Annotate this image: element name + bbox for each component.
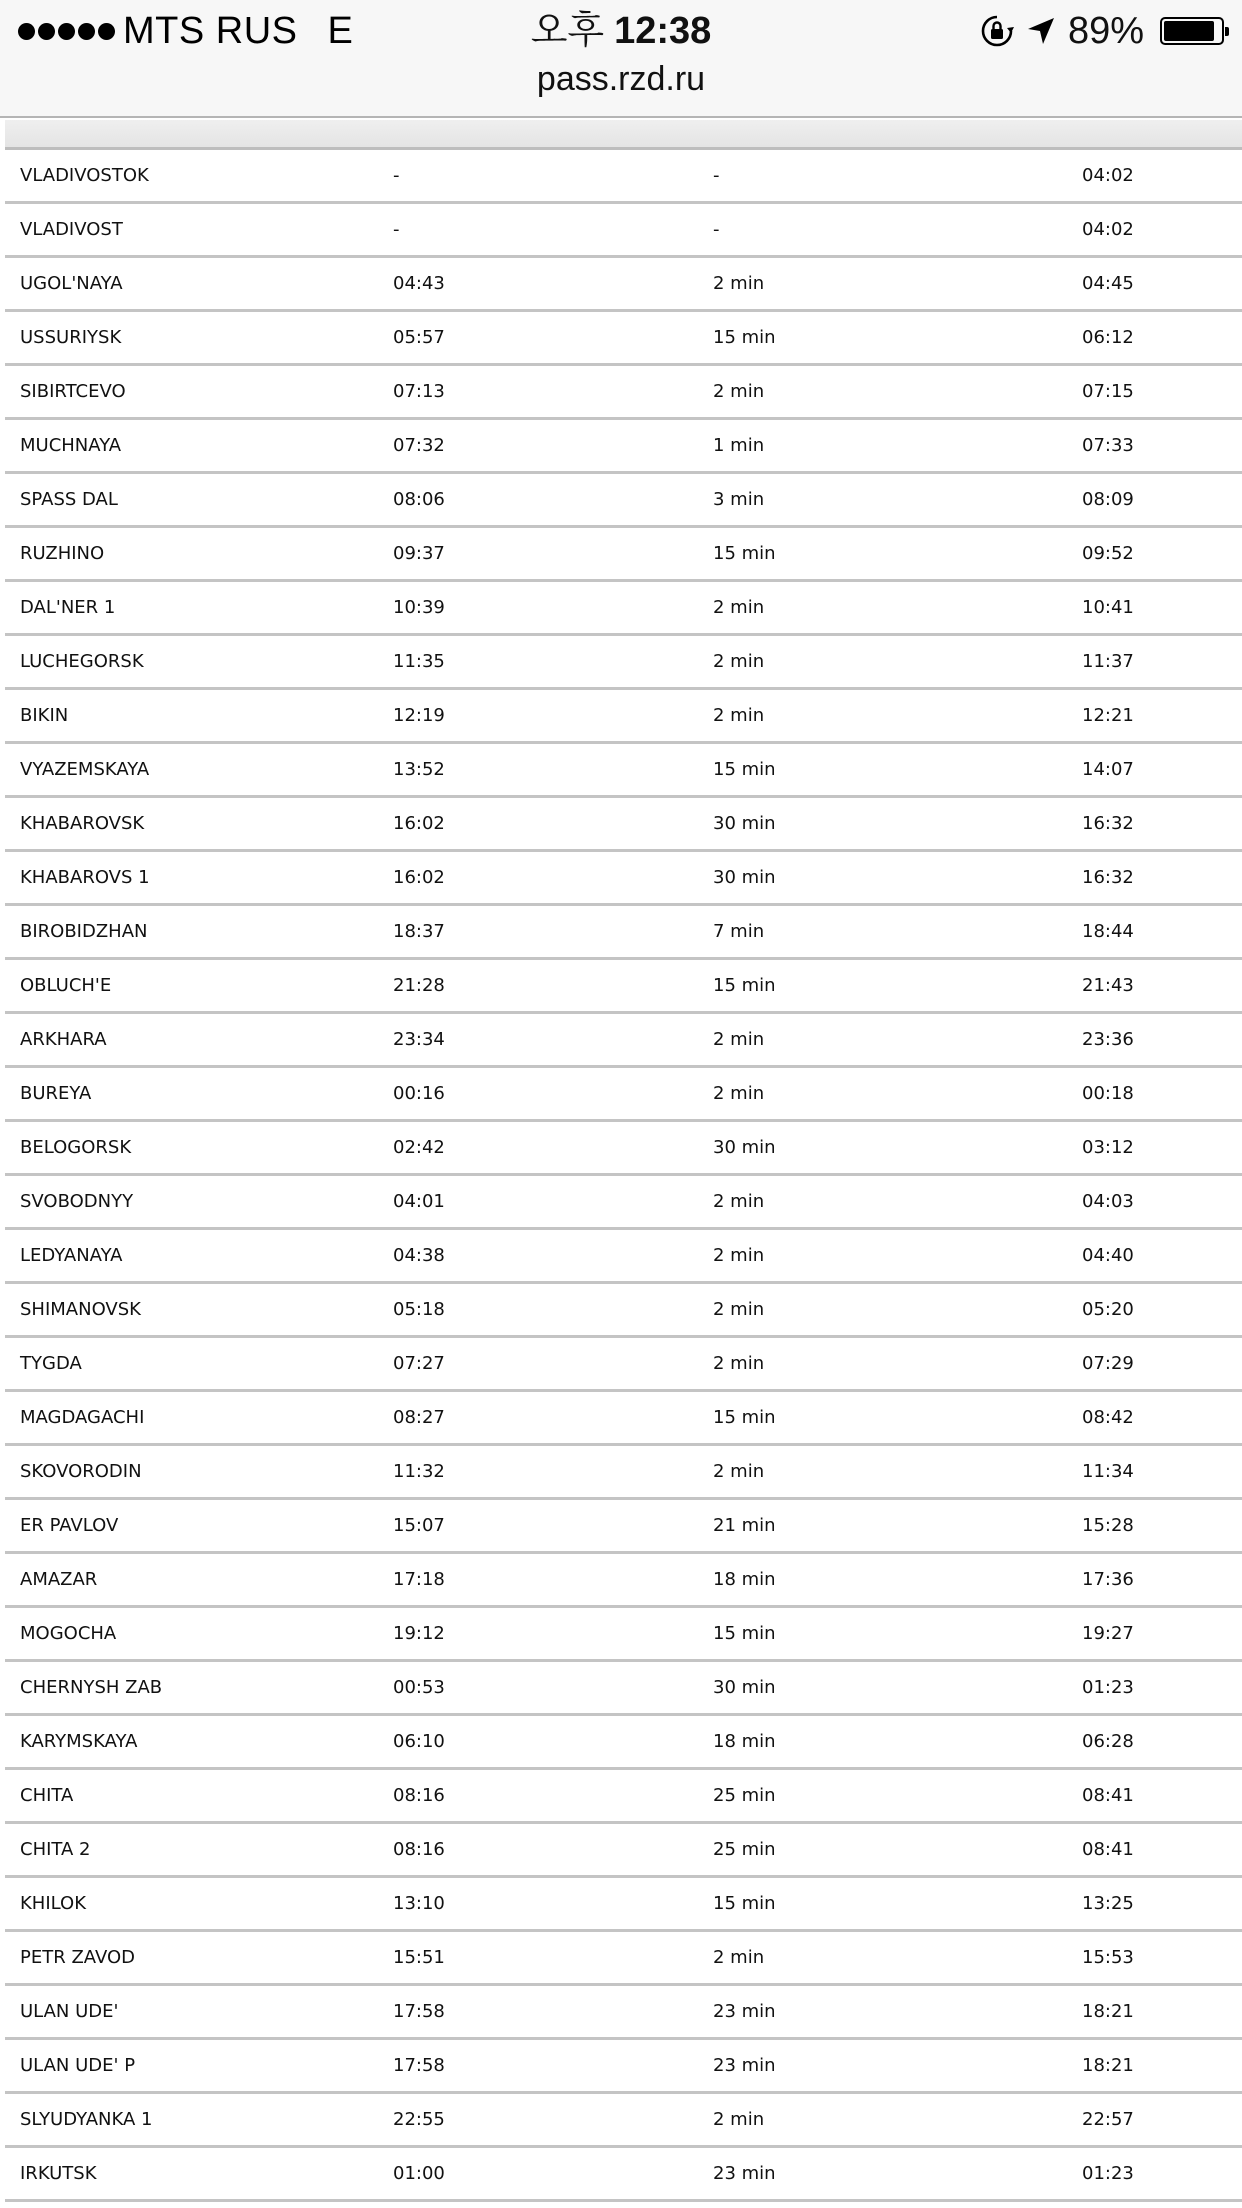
ios-status-bar bbox=[0, 0, 1242, 118]
stop-duration: 2 min bbox=[713, 705, 765, 726]
table-row bbox=[5, 2040, 1242, 2094]
station-name: KHABAROVS 1 bbox=[20, 867, 150, 888]
table-row bbox=[5, 1122, 1242, 1176]
stop-duration: 2 min bbox=[713, 1947, 765, 1968]
station-name: MAGDAGACHI bbox=[20, 1407, 145, 1428]
table-row bbox=[5, 2094, 1242, 2148]
station-name: PETR ZAVOD bbox=[20, 1947, 135, 1968]
departure-time: 22:57 bbox=[1082, 2109, 1134, 2130]
station-name: CHERNYSH ZAB bbox=[20, 1677, 163, 1698]
departure-time: 08:41 bbox=[1082, 1785, 1134, 1806]
stop-duration: 2 min bbox=[713, 1299, 765, 1320]
table-row bbox=[5, 1068, 1242, 1122]
departure-time: 11:34 bbox=[1082, 1461, 1134, 1482]
departure-time: 15:53 bbox=[1082, 1947, 1134, 1968]
station-name: BIKIN bbox=[20, 705, 69, 726]
station-name: VYAZEMSKAYA bbox=[20, 759, 150, 780]
departure-time: 07:33 bbox=[1082, 435, 1134, 456]
station-name: KHABAROVSK bbox=[20, 813, 145, 834]
stop-duration: 23 min bbox=[713, 2055, 776, 2076]
arrival-time: 10:39 bbox=[393, 597, 445, 618]
stop-duration: 2 min bbox=[713, 1461, 765, 1482]
station-name: SIBIRTCEVO bbox=[20, 381, 126, 402]
station-name: UGOL'NAYA bbox=[20, 273, 123, 294]
station-name: ER PAVLOV bbox=[20, 1515, 119, 1536]
table-row bbox=[5, 528, 1242, 582]
stop-duration: 15 min bbox=[713, 543, 776, 564]
arrival-time: 16:02 bbox=[393, 813, 445, 834]
departure-time: 07:15 bbox=[1082, 381, 1134, 402]
table-row bbox=[5, 1176, 1242, 1230]
table-row bbox=[5, 1446, 1242, 1500]
table-row bbox=[5, 258, 1242, 312]
departure-time: 04:45 bbox=[1082, 273, 1134, 294]
arrival-time: 22:55 bbox=[393, 2109, 445, 2130]
stop-duration: 3 min bbox=[713, 489, 765, 510]
arrival-time: 08:27 bbox=[393, 1407, 445, 1428]
arrival-time: 07:13 bbox=[393, 381, 445, 402]
table-row bbox=[5, 1878, 1242, 1932]
table-row bbox=[5, 1608, 1242, 1662]
table-row bbox=[5, 474, 1242, 528]
departure-time: 04:40 bbox=[1082, 1245, 1134, 1266]
stop-duration: 2 min bbox=[713, 273, 765, 294]
stop-duration: 2 min bbox=[713, 1245, 765, 1266]
table-row bbox=[5, 636, 1242, 690]
location-arrow-icon bbox=[1026, 16, 1056, 46]
arrival-time: 11:35 bbox=[393, 651, 445, 672]
stop-duration: 18 min bbox=[713, 1731, 776, 1752]
arrival-time: 08:16 bbox=[393, 1785, 445, 1806]
network-type: E bbox=[327, 9, 353, 52]
departure-time: 09:52 bbox=[1082, 543, 1134, 564]
arrival-time: 23:34 bbox=[393, 1029, 445, 1050]
table-row bbox=[5, 582, 1242, 636]
arrival-time: 09:37 bbox=[393, 543, 445, 564]
arrival-time: 17:58 bbox=[393, 2055, 445, 2076]
battery-percent: 89% bbox=[1067, 9, 1144, 52]
stop-duration: 23 min bbox=[713, 2001, 776, 2022]
table-row bbox=[5, 312, 1242, 366]
departure-time: 08:41 bbox=[1082, 1839, 1134, 1860]
arrival-time: 19:12 bbox=[393, 1623, 445, 1644]
station-name: VLADIVOST bbox=[20, 219, 123, 240]
departure-time: 08:09 bbox=[1082, 489, 1134, 510]
stop-duration: 30 min bbox=[713, 813, 776, 834]
departure-time: 06:28 bbox=[1082, 1731, 1134, 1752]
departure-time: 18:21 bbox=[1082, 2001, 1134, 2022]
arrival-time: 08:16 bbox=[393, 1839, 445, 1860]
table-row bbox=[5, 1392, 1242, 1446]
station-name: OBLUCH'E bbox=[20, 975, 112, 996]
stop-duration: 15 min bbox=[713, 975, 776, 996]
station-name: KARYMSKAYA bbox=[20, 1731, 138, 1752]
stop-duration: 2 min bbox=[713, 381, 765, 402]
stop-duration: 15 min bbox=[713, 759, 776, 780]
table-row bbox=[5, 906, 1242, 960]
arrival-time: - bbox=[393, 165, 400, 186]
table-row bbox=[5, 690, 1242, 744]
station-name: CHITA bbox=[20, 1785, 74, 1806]
station-name: DAL'NER 1 bbox=[20, 597, 116, 618]
stop-duration: 15 min bbox=[713, 1893, 776, 1914]
arrival-time: 13:52 bbox=[393, 759, 445, 780]
stop-duration: 2 min bbox=[713, 1083, 765, 1104]
station-name: BUREYA bbox=[20, 1083, 92, 1104]
table-row bbox=[5, 1014, 1242, 1068]
train-schedule-table bbox=[5, 150, 1242, 2202]
table-row bbox=[5, 1284, 1242, 1338]
arrival-time: 17:18 bbox=[393, 1569, 445, 1590]
departure-time: 05:20 bbox=[1082, 1299, 1134, 1320]
departure-time: 10:41 bbox=[1082, 597, 1134, 618]
table-row bbox=[5, 204, 1242, 258]
station-name: ULAN UDE' P bbox=[20, 2055, 136, 2076]
stop-duration: 2 min bbox=[713, 1353, 765, 1374]
carrier-name: MTS RUS bbox=[123, 9, 298, 52]
arrival-time: 05:18 bbox=[393, 1299, 445, 1320]
departure-time: 01:23 bbox=[1082, 1677, 1134, 1698]
departure-time: 21:43 bbox=[1082, 975, 1134, 996]
table-row bbox=[5, 1932, 1242, 1986]
stop-duration: 1 min bbox=[713, 435, 765, 456]
station-name: SKOVORODIN bbox=[20, 1461, 142, 1482]
arrival-time: 08:06 bbox=[393, 489, 445, 510]
table-row bbox=[5, 1230, 1242, 1284]
station-name: ULAN UDE' bbox=[20, 2001, 119, 2022]
stop-duration: 15 min bbox=[713, 1623, 776, 1644]
table-row bbox=[5, 1716, 1242, 1770]
clock-period: 오후 bbox=[530, 10, 605, 52]
departure-time: 04:03 bbox=[1082, 1191, 1134, 1212]
departure-time: 15:28 bbox=[1082, 1515, 1134, 1536]
table-row bbox=[5, 1986, 1242, 2040]
table-row bbox=[5, 960, 1242, 1014]
departure-time: 06:12 bbox=[1082, 327, 1134, 348]
address-url[interactable]: pass.rzd.ru bbox=[536, 60, 706, 98]
station-name: LEDYANAYA bbox=[20, 1245, 123, 1266]
arrival-time: 11:32 bbox=[393, 1461, 445, 1482]
table-row bbox=[5, 1338, 1242, 1392]
arrival-time: 02:42 bbox=[393, 1137, 445, 1158]
stop-duration: 25 min bbox=[713, 1839, 776, 1860]
table-row bbox=[5, 420, 1242, 474]
station-name: CHITA 2 bbox=[20, 1839, 91, 1860]
station-name: RUZHINO bbox=[20, 543, 105, 564]
stop-duration: 15 min bbox=[713, 327, 776, 348]
table-row bbox=[5, 1824, 1242, 1878]
station-name: AMAZAR bbox=[20, 1569, 98, 1590]
stop-duration: 18 min bbox=[713, 1569, 776, 1590]
table-row bbox=[5, 1770, 1242, 1824]
orientation-lock-icon bbox=[980, 14, 1014, 48]
departure-time: 11:37 bbox=[1082, 651, 1134, 672]
stop-duration: 21 min bbox=[713, 1515, 776, 1536]
battery-icon bbox=[1160, 17, 1224, 45]
table-row bbox=[5, 150, 1242, 204]
departure-time: 04:02 bbox=[1082, 165, 1134, 186]
stop-duration: 2 min bbox=[713, 1191, 765, 1212]
arrival-time: 07:27 bbox=[393, 1353, 445, 1374]
station-name: MUCHNAYA bbox=[20, 435, 122, 456]
arrival-time: 00:16 bbox=[393, 1083, 445, 1104]
departure-time: 12:21 bbox=[1082, 705, 1134, 726]
arrival-time: 15:51 bbox=[393, 1947, 445, 1968]
station-name: KHILOK bbox=[20, 1893, 87, 1914]
departure-time: 16:32 bbox=[1082, 867, 1134, 888]
departure-time: 23:36 bbox=[1082, 1029, 1134, 1050]
stop-duration: 2 min bbox=[713, 2109, 765, 2130]
departure-time: 19:27 bbox=[1082, 1623, 1134, 1644]
departure-time: 18:21 bbox=[1082, 2055, 1134, 2076]
arrival-time: 18:37 bbox=[393, 921, 445, 942]
table-row bbox=[5, 1500, 1242, 1554]
table-row bbox=[5, 366, 1242, 420]
stop-duration: 2 min bbox=[713, 597, 765, 618]
station-name: BIROBIDZHAN bbox=[20, 921, 148, 942]
arrival-time: 01:00 bbox=[393, 2163, 445, 2184]
station-name: VLADIVOSTOK bbox=[20, 165, 149, 186]
departure-time: 01:23 bbox=[1082, 2163, 1134, 2184]
station-name: SLYUDYANKA 1 bbox=[20, 2109, 153, 2130]
departure-time: 17:36 bbox=[1082, 1569, 1134, 1590]
departure-time: 16:32 bbox=[1082, 813, 1134, 834]
arrival-time: 17:58 bbox=[393, 2001, 445, 2022]
arrival-time: 21:28 bbox=[393, 975, 445, 996]
departure-time: 14:07 bbox=[1082, 759, 1134, 780]
arrival-time: 13:10 bbox=[393, 1893, 445, 1914]
arrival-time: 00:53 bbox=[393, 1677, 445, 1698]
departure-time: 08:42 bbox=[1082, 1407, 1134, 1428]
arrival-time: 16:02 bbox=[393, 867, 445, 888]
table-header-bar bbox=[5, 120, 1242, 150]
arrival-time: - bbox=[393, 219, 400, 240]
stop-duration: 30 min bbox=[713, 867, 776, 888]
arrival-time: 12:19 bbox=[393, 705, 445, 726]
table-row bbox=[5, 744, 1242, 798]
station-name: SHIMANOVSK bbox=[20, 1299, 141, 1320]
station-name: MOGOCHA bbox=[20, 1623, 117, 1644]
station-name: LUCHEGORSK bbox=[20, 651, 144, 672]
stop-duration: 30 min bbox=[713, 1677, 776, 1698]
stop-duration: - bbox=[713, 165, 720, 186]
arrival-time: 15:07 bbox=[393, 1515, 445, 1536]
arrival-time: 04:01 bbox=[393, 1191, 445, 1212]
station-name: ARKHARA bbox=[20, 1029, 107, 1050]
stop-duration: 2 min bbox=[713, 651, 765, 672]
departure-time: 03:12 bbox=[1082, 1137, 1134, 1158]
station-name: IRKUTSK bbox=[20, 2163, 97, 2184]
departure-time: 13:25 bbox=[1082, 1893, 1134, 1914]
stop-duration: 23 min bbox=[713, 2163, 776, 2184]
table-row bbox=[5, 1662, 1242, 1716]
station-name: BELOGORSK bbox=[20, 1137, 132, 1158]
station-name: USSURIYSK bbox=[20, 327, 122, 348]
status-icons bbox=[980, 8, 1224, 54]
table-row bbox=[5, 852, 1242, 906]
stop-duration: 15 min bbox=[713, 1407, 776, 1428]
table-row bbox=[5, 1554, 1242, 1608]
stop-duration: 2 min bbox=[713, 1029, 765, 1050]
departure-time: 07:29 bbox=[1082, 1353, 1134, 1374]
departure-time: 00:18 bbox=[1082, 1083, 1134, 1104]
station-name: SVOBODNYY bbox=[20, 1191, 134, 1212]
clock-time: 12:38 bbox=[614, 10, 712, 52]
station-name: SPASS DAL bbox=[20, 489, 118, 510]
stop-duration: 7 min bbox=[713, 921, 765, 942]
stop-duration: 25 min bbox=[713, 1785, 776, 1806]
departure-time: 18:44 bbox=[1082, 921, 1134, 942]
table-row bbox=[5, 2148, 1242, 2202]
arrival-time: 05:57 bbox=[393, 327, 445, 348]
arrival-time: 04:43 bbox=[393, 273, 445, 294]
station-name: TYGDA bbox=[20, 1353, 82, 1374]
table-row bbox=[5, 798, 1242, 852]
departure-time: 04:02 bbox=[1082, 219, 1134, 240]
arrival-time: 04:38 bbox=[393, 1245, 445, 1266]
arrival-time: 06:10 bbox=[393, 1731, 445, 1752]
stop-duration: - bbox=[713, 219, 720, 240]
stop-duration: 30 min bbox=[713, 1137, 776, 1158]
arrival-time: 07:32 bbox=[393, 435, 445, 456]
